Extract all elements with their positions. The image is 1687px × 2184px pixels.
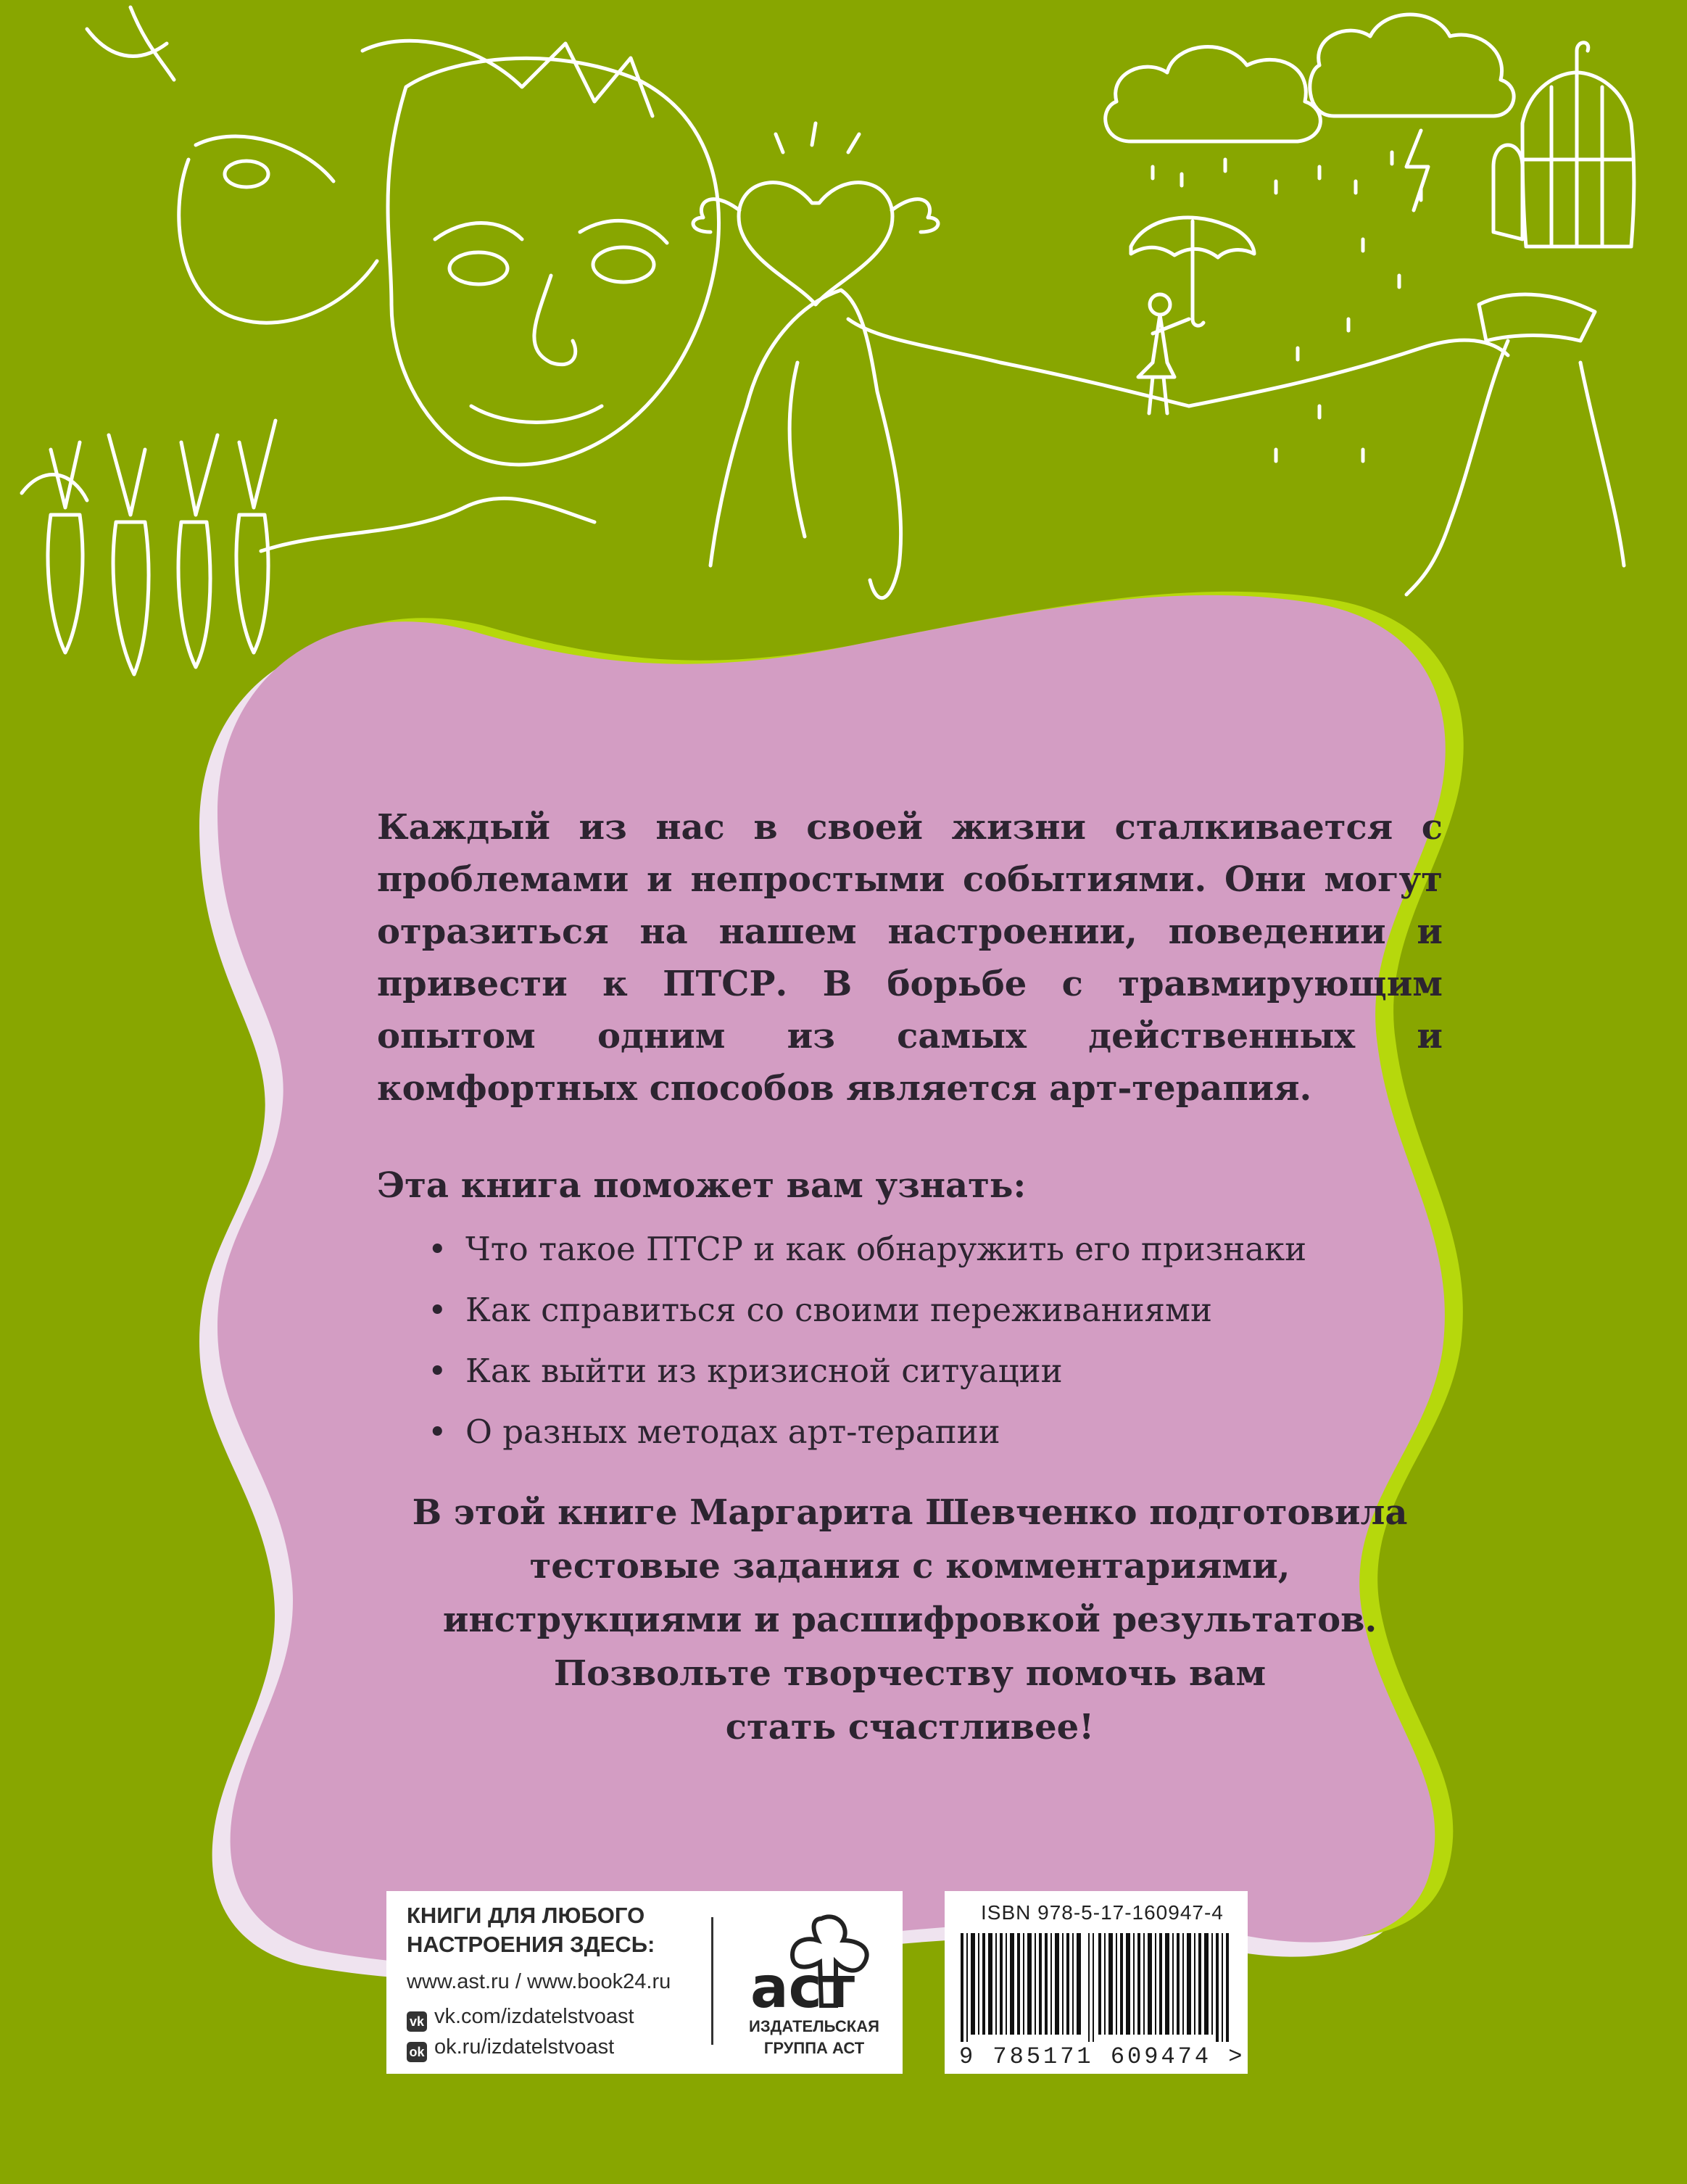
list-item: • Что такое ПТСР и как обнаружить его признаки (428, 1225, 1443, 1274)
description-block (377, 801, 1443, 1754)
bullet-icon: • (428, 1412, 447, 1451)
intro-paragraph: Каждый из нас в своей жизни сталкивается с проблемами и непростыми событиями. Они могут отразиться на нашем настроении, поведении и привести к ПТСР. В борьбе с травмирующим опытом одним из самых действенных и комфортных способов является арт-терапия. (377, 807, 1443, 1109)
logo-text: аст (750, 1956, 855, 2021)
umbrella-girl-icon (1131, 218, 1254, 413)
divider (711, 1917, 713, 2045)
birdcage-icon (1493, 43, 1634, 247)
closing-line: В этой книге Маргарита Шевченко подготовила (412, 1492, 1408, 1533)
face-sketch-icon (87, 7, 719, 551)
carrot-icon (22, 421, 275, 674)
ok-icon: ok (407, 2042, 427, 2062)
closing-line: Позвольте творчеству помочь вам (553, 1653, 1267, 1694)
isbn-digits: 9 785171 609474 > (959, 2043, 1245, 2070)
bullet-icon: • (428, 1230, 447, 1268)
bullet-icon: • (428, 1352, 447, 1390)
list-title: Эта книга поможет вам узнать: (377, 1165, 1027, 1206)
list-item: • Как справиться со своими переживаниями (428, 1286, 1443, 1335)
barcode-icon (961, 1933, 1233, 2042)
heart-wings-icon (693, 123, 938, 305)
publisher-sites-link[interactable]: www.ast.ru / www.book24.ru (407, 1970, 671, 1993)
publisher-heading: КНИГИ ДЛЯ ЛЮБОГО НАСТРОЕНИЯ ЗДЕСЬ: (407, 1903, 655, 1957)
list-item: • О разных методах арт-терапии (428, 1407, 1443, 1457)
list-item: • Как выйти из кризисной ситуации (428, 1347, 1443, 1396)
mountain-icon (710, 290, 1624, 598)
isbn-label: ISBN 978-5-17-160947-4 (981, 1901, 1224, 1924)
ok-link[interactable]: ok ok.ru/izdatelstvoast (407, 2035, 614, 2062)
closing-line: инструкциями и расшифровкой результатов. (442, 1600, 1377, 1640)
benefits-list (377, 1225, 1443, 1457)
publisher-caption: ИЗДАТЕЛЬСКАЯ ГРУППА АСТ (749, 2017, 879, 2057)
bullet-icon: • (428, 1291, 447, 1329)
publisher-info-box (386, 1891, 903, 2074)
closing-paragraph (377, 1486, 1443, 1754)
closing-line: тестовые задания с комментариями, (529, 1546, 1290, 1587)
vk-icon: vk (407, 2011, 427, 2032)
isbn-box (945, 1891, 1248, 2074)
closing-line: стать счастливее! (725, 1707, 1095, 1747)
vk-link[interactable]: vk vk.com/izdatelstvoast (407, 2004, 634, 2032)
